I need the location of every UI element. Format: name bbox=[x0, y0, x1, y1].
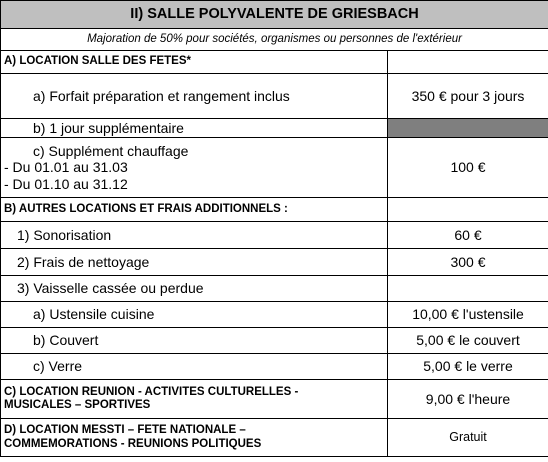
table-row bbox=[1, 328, 548, 354]
section-d-header-line-2: COMMEMORATIONS - REUNIONS POLITIQUES bbox=[4, 437, 262, 450]
section-d-header bbox=[1, 419, 388, 457]
nettoyage-label: 2) Frais de nettoyage bbox=[1, 249, 388, 276]
ustensile-value: 10,00 € l'ustensile bbox=[388, 302, 548, 328]
section-b-header-row bbox=[1, 198, 548, 222]
table-row bbox=[1, 138, 548, 198]
section-d-value: Gratuit bbox=[388, 419, 548, 457]
table-row bbox=[1, 354, 548, 380]
chauffage-period-2: - Du 01.10 au 31.12 bbox=[4, 175, 128, 192]
table-row bbox=[1, 249, 548, 276]
table-row bbox=[1, 74, 548, 119]
table-row bbox=[1, 222, 548, 249]
table-row bbox=[1, 276, 548, 302]
chauffage-value: 100 € bbox=[388, 138, 548, 198]
table-row bbox=[1, 119, 548, 138]
nettoyage-value: 300 € bbox=[388, 249, 548, 276]
section-a-header: A) LOCATION SALLE DES FETES* bbox=[1, 51, 388, 74]
section-c-header-line-1: C) LOCATION REUNION - ACTIVITES CULTURELLES - bbox=[4, 385, 299, 398]
section-c-header-line-2: MUSICALES – SPORTIVES bbox=[4, 399, 151, 411]
empty-cell bbox=[388, 198, 548, 222]
verre-value: 5,00 € le verre bbox=[388, 354, 548, 380]
jour-supplementaire-label: b) 1 jour supplémentaire bbox=[1, 119, 388, 138]
grey-empty-cell bbox=[388, 119, 548, 138]
empty-cell bbox=[388, 51, 548, 74]
sonorisation-label: 1) Sonorisation bbox=[1, 222, 388, 249]
sonorisation-value: 60 € bbox=[388, 222, 548, 249]
section-c-value: 9,00 € l'heure bbox=[388, 380, 548, 419]
section-d-header-line-1: D) LOCATION MESSTI – FETE NATIONALE – bbox=[4, 424, 246, 437]
title-row bbox=[1, 1, 548, 29]
forfait-label: a) Forfait préparation et rangement inclus bbox=[1, 74, 388, 119]
page-title: II) SALLE POLYVALENTE DE GRIESBACH bbox=[1, 1, 548, 29]
section-b-header: B) AUTRES LOCATIONS ET FRAIS ADDITIONNELS : bbox=[1, 198, 388, 222]
section-a-header-row bbox=[1, 51, 548, 74]
couvert-value: 5,00 € le couvert bbox=[388, 328, 548, 354]
chauffage-period-1: - Du 01.01 au 31.03 bbox=[4, 159, 128, 176]
subtitle-row bbox=[1, 29, 548, 51]
chauffage-cell bbox=[1, 138, 388, 198]
vaisselle-label: 3) Vaisselle cassée ou perdue bbox=[1, 276, 388, 302]
forfait-value: 350 € pour 3 jours bbox=[388, 74, 548, 119]
chauffage-title: c) Supplément chauffage bbox=[33, 143, 189, 160]
verre-label: c) Verre bbox=[1, 354, 388, 380]
couvert-label: b) Couvert bbox=[1, 328, 388, 354]
empty-cell bbox=[388, 276, 548, 302]
surcharge-note: Majoration de 50% pour sociétés, organismes ou personnes de l'extérieur bbox=[1, 29, 548, 51]
ustensile-label: a) Ustensile cuisine bbox=[1, 302, 388, 328]
section-c-header bbox=[1, 380, 388, 419]
section-d-row bbox=[1, 419, 548, 457]
table-row bbox=[1, 302, 548, 328]
section-c-row bbox=[1, 380, 548, 419]
